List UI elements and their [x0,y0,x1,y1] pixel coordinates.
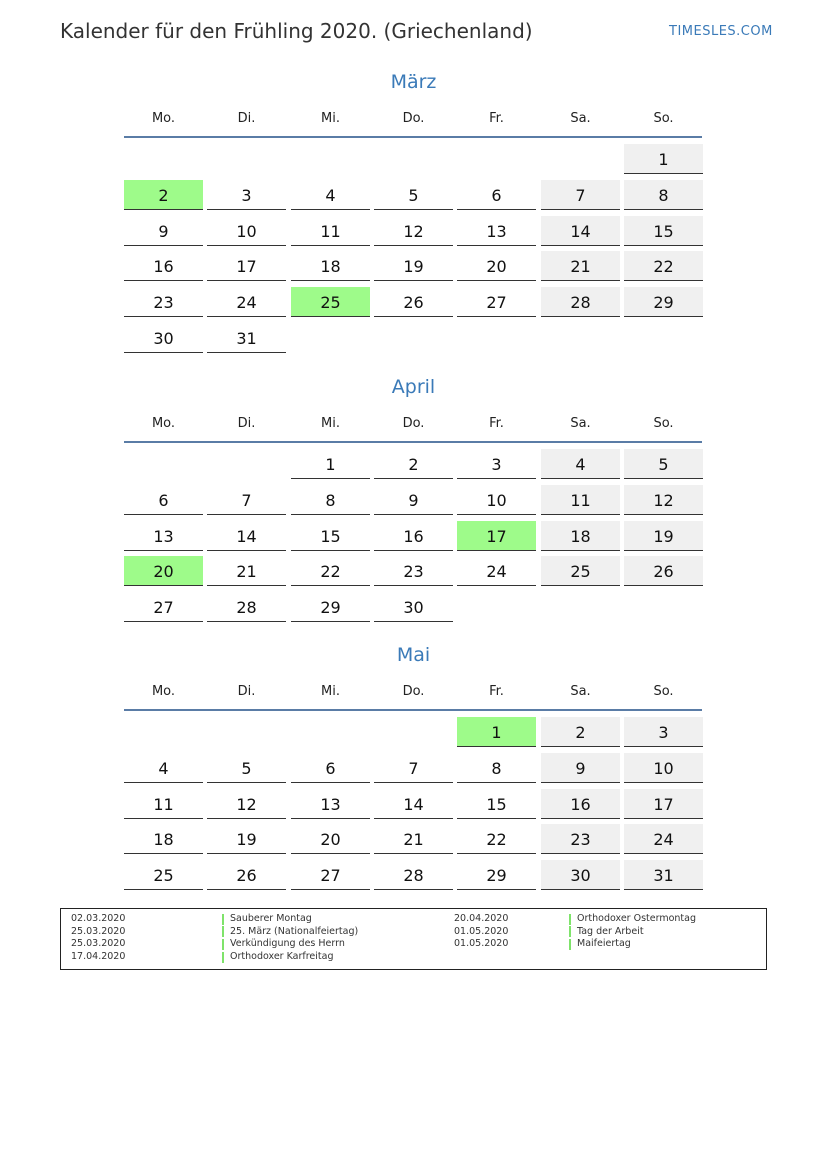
legend-date: 20.04.2020 [454,913,509,924]
day-cell: 11 [291,216,370,246]
day-cell: 30 [124,323,203,353]
day-cell: 10 [624,753,703,783]
day-cell: 28 [541,287,620,317]
weekday-divider [124,709,702,711]
day-cell: 3 [207,180,286,210]
weekday-header: Mo. [151,111,176,126]
day-cell: 23 [374,556,453,586]
day-cell: 1 [291,449,370,479]
day-cell: 8 [624,180,703,210]
legend-holiday-name: Sauberer Montag [230,913,312,924]
day-cell: 7 [541,180,620,210]
weekday-header: Mo. [151,684,176,699]
weekday-header: Do. [402,111,425,126]
day-cell: 6 [291,753,370,783]
day-cell: 14 [541,216,620,246]
legend-color-marker [569,939,571,950]
day-cell: 18 [291,251,370,281]
month-title: März [390,71,437,93]
month-title: April [391,376,436,398]
day-cell: 28 [374,860,453,890]
day-cell: 22 [624,251,703,281]
day-cell: 15 [457,789,536,819]
day-cell: 22 [291,556,370,586]
day-cell: 11 [541,485,620,515]
day-cell: 15 [291,521,370,551]
day-cell: 10 [207,216,286,246]
day-cell: 8 [291,485,370,515]
day-cell: 11 [124,789,203,819]
day-cell: 24 [457,556,536,586]
legend-holiday-name: 25. März (Nationalfeiertag) [230,925,359,937]
weekday-header: Mo. [151,416,176,431]
day-cell: 19 [374,251,453,281]
day-cell: 30 [541,860,620,890]
weekday-header: Mi. [321,684,340,699]
day-cell: 13 [291,789,370,819]
day-cell: 3 [624,717,703,747]
day-cell: 4 [541,449,620,479]
day-cell: 16 [541,789,620,819]
weekday-header: Sa. [570,684,591,699]
legend-holiday-name: Orthodoxer Ostermontag [577,913,696,924]
weekday-header: Di. [237,416,256,431]
weekday-header: So. [653,684,674,699]
day-cell: 9 [374,485,453,515]
day-cell: 21 [207,556,286,586]
weekday-header: Sa. [570,111,591,126]
legend-holiday-name: Verkündigung des Herrn [230,938,345,950]
day-cell: 30 [374,592,453,622]
day-cell: 15 [624,216,703,246]
day-cell-holiday: 25 [291,287,370,317]
day-cell: 14 [207,521,286,551]
day-cell: 12 [374,216,453,246]
weekday-header: Fr. [489,684,504,699]
day-cell: 23 [541,824,620,854]
day-cell: 4 [291,180,370,210]
day-cell: 16 [374,521,453,551]
legend-color-marker [569,914,571,925]
day-cell: 31 [207,323,286,353]
day-cell: 17 [207,251,286,281]
legend-date: 17.04.2020 [71,951,126,963]
weekday-divider [124,136,702,138]
day-cell: 20 [291,824,370,854]
day-cell-holiday: 17 [457,521,536,551]
day-cell: 25 [124,860,203,890]
day-cell: 6 [124,485,203,515]
legend-date: 02.03.2020 [71,913,126,924]
day-cell: 29 [291,592,370,622]
day-cell: 21 [374,824,453,854]
day-cell: 20 [457,251,536,281]
day-cell: 5 [624,449,703,479]
day-cell: 7 [374,753,453,783]
day-cell: 31 [624,860,703,890]
day-cell-holiday: 20 [124,556,203,586]
weekday-header: Mi. [321,111,340,126]
day-cell: 23 [124,287,203,317]
legend-date: 01.05.2020 [454,938,509,950]
day-cell: 28 [207,592,286,622]
weekday-divider [124,441,702,443]
day-cell-holiday: 1 [457,717,536,747]
page-title: Kalender für den Frühling 2020. (Griechenland) [60,19,533,43]
legend-date: 25.03.2020 [71,925,126,937]
legend-date: 25.03.2020 [71,938,126,950]
day-cell: 9 [124,216,203,246]
day-cell: 5 [207,753,286,783]
day-cell: 4 [124,753,203,783]
weekday-header: Do. [402,684,425,699]
day-cell: 18 [541,521,620,551]
day-cell: 21 [541,251,620,281]
day-cell: 12 [624,485,703,515]
day-cell: 22 [457,824,536,854]
day-cell: 29 [624,287,703,317]
day-cell: 2 [541,717,620,747]
day-cell: 19 [207,824,286,854]
day-cell: 27 [457,287,536,317]
legend-holiday-name: Maifeiertag [577,938,631,950]
day-cell-holiday: 2 [124,180,203,210]
day-cell: 13 [124,521,203,551]
day-cell: 16 [124,251,203,281]
legend-holiday-name: Tag der Arbeit [577,925,644,937]
day-cell: 17 [624,789,703,819]
weekday-header: So. [653,416,674,431]
day-cell: 24 [207,287,286,317]
weekday-header: Di. [237,684,256,699]
holiday-legend [60,908,767,970]
day-cell: 12 [207,789,286,819]
day-cell: 6 [457,180,536,210]
day-cell: 8 [457,753,536,783]
day-cell: 13 [457,216,536,246]
day-cell: 24 [624,824,703,854]
day-cell: 10 [457,485,536,515]
weekday-header: So. [653,111,674,126]
day-cell: 3 [457,449,536,479]
legend-color-marker [222,914,224,925]
legend-color-marker [222,926,224,937]
day-cell: 18 [124,824,203,854]
weekday-header: Fr. [489,416,504,431]
day-cell: 14 [374,789,453,819]
day-cell: 26 [624,556,703,586]
day-cell: 1 [624,144,703,174]
legend-holiday-name: Orthodoxer Karfreitag [230,951,334,963]
day-cell: 25 [541,556,620,586]
brand-link[interactable]: TIMESLES.COM [669,24,773,39]
weekday-header: Sa. [570,416,591,431]
day-cell: 27 [124,592,203,622]
weekday-header: Mi. [321,416,340,431]
legend-color-marker [569,926,571,937]
legend-color-marker [222,952,224,963]
day-cell: 26 [374,287,453,317]
legend-date: 01.05.2020 [454,925,509,937]
legend-color-marker [222,939,224,950]
day-cell: 5 [374,180,453,210]
day-cell: 7 [207,485,286,515]
day-cell: 2 [374,449,453,479]
day-cell: 9 [541,753,620,783]
day-cell: 27 [291,860,370,890]
day-cell: 19 [624,521,703,551]
weekday-header: Fr. [489,111,504,126]
day-cell: 26 [207,860,286,890]
month-title: Mai [396,644,431,666]
weekday-header: Di. [237,111,256,126]
day-cell: 29 [457,860,536,890]
weekday-header: Do. [402,416,425,431]
